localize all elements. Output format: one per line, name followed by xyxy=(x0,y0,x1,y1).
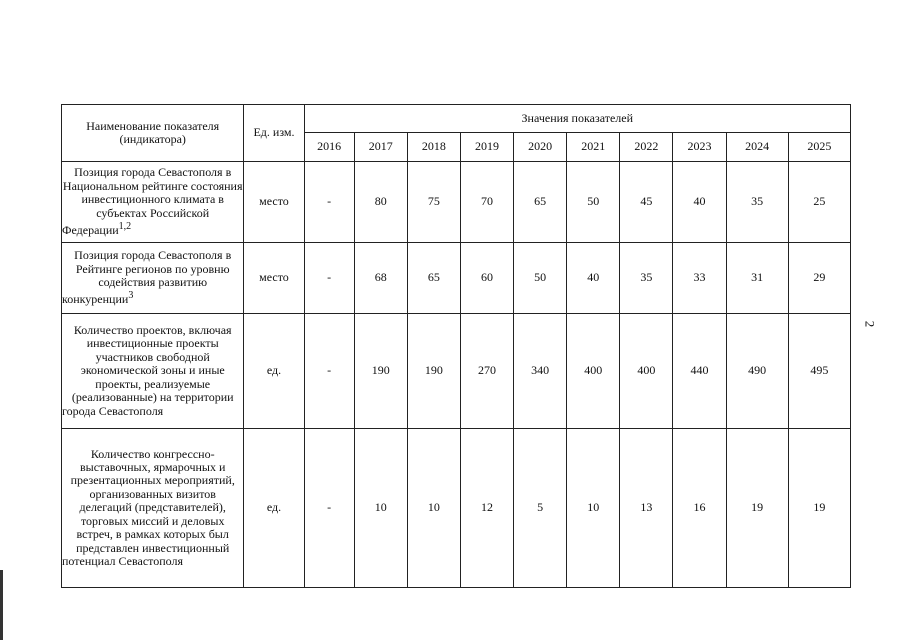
value-cell: 400 xyxy=(620,314,673,429)
unit-cell: ед. xyxy=(244,429,304,588)
value-cell: 440 xyxy=(673,314,726,429)
indicator-name-cell xyxy=(62,429,244,588)
value-cell: 40 xyxy=(673,162,726,243)
indicators-table xyxy=(61,104,851,588)
value-cell: 190 xyxy=(407,314,460,429)
value-cell: - xyxy=(304,429,354,588)
indicator-name-cell xyxy=(62,162,244,243)
unit-cell: ед. xyxy=(244,314,304,429)
header-year: 2023 xyxy=(673,133,726,162)
header-values-group: Значения показателей xyxy=(304,105,850,133)
footnote-marker: 1,2 xyxy=(118,221,132,233)
value-cell: 40 xyxy=(567,243,620,314)
header-year: 2018 xyxy=(407,133,460,162)
value-cell: 35 xyxy=(620,243,673,314)
indicator-name-cell xyxy=(62,243,244,314)
value-cell: 400 xyxy=(567,314,620,429)
value-cell: 270 xyxy=(460,314,513,429)
value-cell: - xyxy=(304,243,354,314)
value-cell: 70 xyxy=(460,162,513,243)
header-year: 2022 xyxy=(620,133,673,162)
table-row xyxy=(62,429,851,588)
header-year: 2019 xyxy=(460,133,513,162)
value-cell: 60 xyxy=(460,243,513,314)
header-indicator-name: Наименование показателя (индикатора) xyxy=(62,105,244,162)
header-year: 2020 xyxy=(514,133,567,162)
value-cell: 10 xyxy=(567,429,620,588)
value-cell: 35 xyxy=(726,162,788,243)
value-cell: 50 xyxy=(514,243,567,314)
header-year: 2016 xyxy=(304,133,354,162)
unit-cell: место xyxy=(244,162,304,243)
header-row-top xyxy=(62,105,851,133)
value-cell: - xyxy=(304,162,354,243)
header-year: 2024 xyxy=(726,133,788,162)
value-cell: 29 xyxy=(788,243,850,314)
header-unit: Ед. изм. xyxy=(244,105,304,162)
value-cell: 50 xyxy=(567,162,620,243)
table-row xyxy=(62,243,851,314)
value-cell: 16 xyxy=(673,429,726,588)
value-cell: 65 xyxy=(514,162,567,243)
value-cell: 65 xyxy=(407,243,460,314)
table-row xyxy=(62,162,851,243)
indicator-name: Количество проектов, включая инвестиционные проекты участников свободной экономической зоны и иные проекты, реализуемые (реализованные) на территории города Севастополя xyxy=(62,323,234,418)
value-cell: 31 xyxy=(726,243,788,314)
indicator-name-cell xyxy=(62,314,244,429)
value-cell: 33 xyxy=(673,243,726,314)
value-cell: 190 xyxy=(354,314,407,429)
value-cell: 12 xyxy=(460,429,513,588)
page-number: 2 xyxy=(862,320,878,328)
value-cell: - xyxy=(304,314,354,429)
header-year: 2021 xyxy=(567,133,620,162)
value-cell: 10 xyxy=(407,429,460,588)
value-cell: 19 xyxy=(726,429,788,588)
indicator-name: Позиция города Севастополя в Рейтинге регионов по уровню содействия развитию конкуренции xyxy=(62,248,232,307)
value-cell: 10 xyxy=(354,429,407,588)
header-year: 2017 xyxy=(354,133,407,162)
value-cell: 80 xyxy=(354,162,407,243)
table-row xyxy=(62,314,851,429)
footnote-marker: 3 xyxy=(128,290,134,302)
value-cell: 340 xyxy=(514,314,567,429)
value-cell: 13 xyxy=(620,429,673,588)
value-cell: 45 xyxy=(620,162,673,243)
value-cell: 490 xyxy=(726,314,788,429)
value-cell: 25 xyxy=(788,162,850,243)
value-cell: 68 xyxy=(354,243,407,314)
value-cell: 5 xyxy=(514,429,567,588)
unit-cell: место xyxy=(244,243,304,314)
value-cell: 495 xyxy=(788,314,850,429)
value-cell: 75 xyxy=(407,162,460,243)
scan-edge-mark xyxy=(0,570,3,640)
header-year: 2025 xyxy=(788,133,850,162)
indicator-name: Количество конгрессно-выставочных, ярмарочных и презентационных мероприятий, организованных визитов делегаций (представителей), торговых миссий и деловых встреч, в рамках которых был представлен инвестиционный потенциал Севастополя xyxy=(62,446,235,568)
indicator-name: Позиция города Севастополя в Национальном рейтинге состояния инвестиционного климата в субъектах Российской Федерации xyxy=(62,165,243,238)
value-cell: 19 xyxy=(788,429,850,588)
